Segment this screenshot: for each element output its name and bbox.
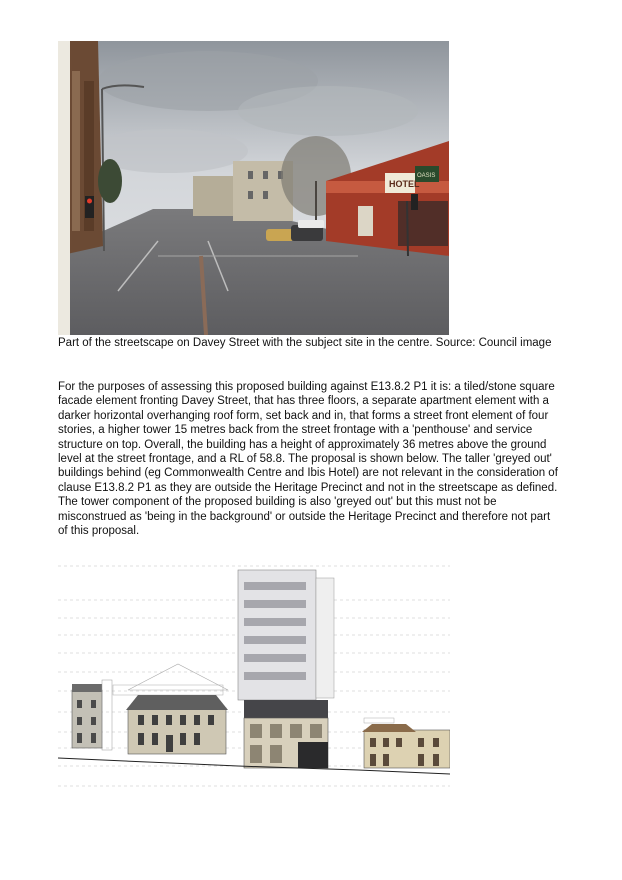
streetscape-photo xyxy=(58,41,449,335)
streetscape-image xyxy=(58,41,449,335)
photo-caption: Part of the streetscape on Davey Street with the subject site in the centre. Source: Council image xyxy=(58,337,552,349)
assessment-paragraph: For the purposes of assessing this proposed building against E13.8.2 P1 it is: a tiled/stone square facade element fronting Davey Street, that has three floors, a separate apartment element with a darker horizontal overhanging roof form, set back and in, that forms a street front element of four stories, a higher tower 15 metres back from the street frontage with a 'penthouse' and service structure on top. Overall, the building has a height of approximately 36 metres above the ground level at the street frontage, and a RL of 58.8. The proposal is shown below. The taller 'greyed out' buildings behind (eg Commonwealth Centre and Ibis Hotel) are not relevant in the consideration of clause E13.8.2 P1 as they are outside the Heritage Precinct and not in the streetscape as defined. The tower component of the proposed building is also 'greyed out' but this must not be misconstrued as 'being in the background' or outside the Heritage Precinct and therefore not part of this proposal. xyxy=(58,381,558,538)
elevation-image xyxy=(58,560,450,790)
oasis-sign: OASIS xyxy=(417,173,436,179)
streetscape-elevation-drawing xyxy=(58,560,450,790)
hotel-sign: HOTEL xyxy=(389,179,420,189)
